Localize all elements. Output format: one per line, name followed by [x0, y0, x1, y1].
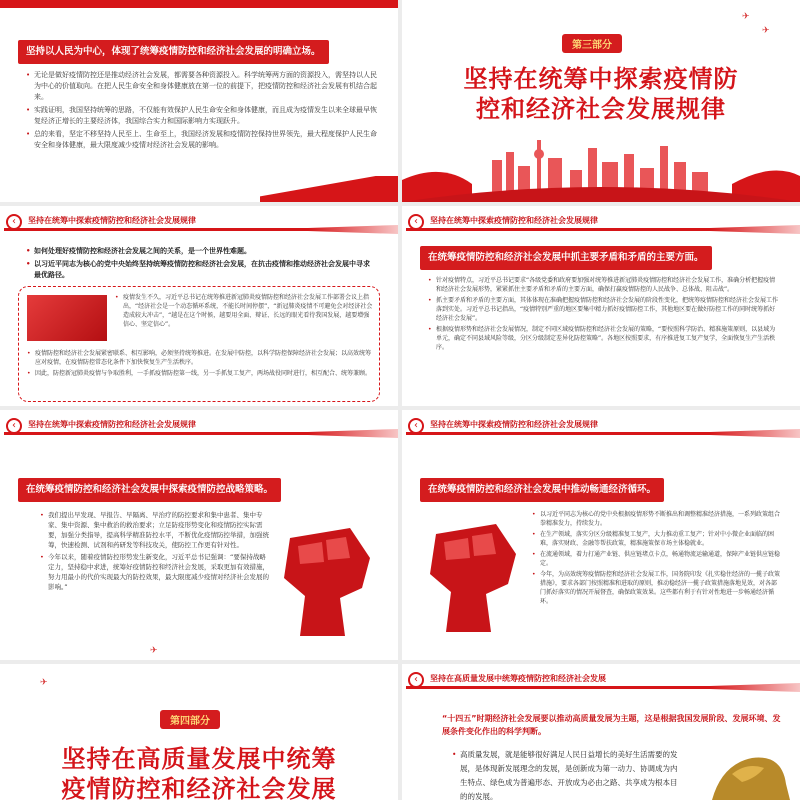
slide-3: [0, 206, 398, 406]
bird-icon: ✈: [742, 12, 750, 22]
bullet-list: [452, 748, 684, 800]
header-title: 坚持在统筹中探索疫情防控和经济社会发展规律: [430, 420, 598, 429]
box-item: • 疫情防控和经济社会发展紧密联系、相互影响，必须坚持统筹推进。在发展中防控，以科学防控保障经济社会发展；以高效统筹应对疫情，在疫情防控常态化条件下加快恢复生产生活秩序。: [27, 349, 373, 367]
header-title: 坚持在统筹中探索疫情防控和经济社会发展规律: [430, 216, 598, 225]
title-line: 坚持在统筹中探索疫情防: [463, 65, 739, 93]
bullet: • 实践证明，我国坚持统筹的思路，不仅能有效保护人民生命安全和身体健康，而且成为疫情发生以来全球最早恢复经济正增长的主要经济体，我国综合实力和国际影响力实现跃升。: [26, 105, 378, 127]
header-rule: [406, 686, 800, 689]
slide-4: [402, 206, 800, 406]
slide-header: [402, 206, 800, 236]
bird-icon: ✈: [150, 646, 158, 656]
bullet: • 在生产领域，落实分区分级精准复工复产，大力推动重工复产；针对中小微企业面临的困难，落实财政、金融等帮扶政策，精准施策保市场主体稳就业。: [532, 530, 782, 548]
header-rule: [406, 228, 800, 231]
box-text-top: [115, 293, 373, 331]
header-rule: [4, 432, 398, 435]
slide-header: [0, 410, 398, 440]
slide-7: [0, 664, 398, 800]
slide-6: [402, 410, 800, 660]
bullet: • 我们提出早发现、早报告、早隔离、早治疗的防控要求和集中患者、集中专家、集中资源、集中救治的救治要求；立足防疫形势变化和疫情防控实际需要，加强分类指导，提高科学精准防控水平，不断优化疫情防控举措，加强统筹，快速检测、试剂和药研发等科技攻关，使防控工作更有针对性。: [40, 510, 272, 550]
bullet: • 以习近平同志为核心的党中央根据疫情形势不断推出和调整精准经济措施，一系列政策组合拳精准发力，持续发力。: [532, 510, 782, 528]
bullet: • 根据疫情形势和经济社会发展情况，制定不同区域疫情防控和经济社会发展的策略，“要按照科学防治、精准施策原则，以县域为单元，确定不同县域风险等级，分区分级制定差异化防控策略”。各地区按照要求，有序推进复工复产复学，全面恢复生产生活秩序。: [428, 325, 778, 352]
title-line: 坚持在高质量发展中统筹: [61, 745, 337, 773]
box-text-bottom: [27, 349, 373, 380]
header-title: 坚持在统筹中探索疫情防控和经济社会发展规律: [28, 216, 196, 225]
bullet-list: [26, 70, 378, 153]
bullet: • 在流通领域，着力打通产业链、供应链堵点卡点，畅通物流运输通道，保障产业链供应链稳定。: [532, 550, 782, 568]
slide-title: [402, 64, 800, 124]
chevron-left-icon: ‹: [408, 418, 424, 434]
corner-wave: [260, 176, 398, 202]
city-skyline-illustration: [402, 132, 800, 202]
bullet: • 针对疫情特点，习近平总书记要求“各级党委和政府要加强对统筹推进新冠肺炎疫情防控和经济社会发展工作，准确分析把握疫情和经济社会发展形势，紧紧抓住主要矛盾和矛盾的主要方面，确保打赢疫情防控的人民战争、总体战、阻击战”。: [428, 276, 778, 294]
slide-2: [402, 0, 800, 202]
raised-fist-illustration: [270, 518, 380, 638]
slide-8: [402, 664, 800, 800]
banner: 在统筹疫情防控和经济社会发展中探索疫情防控战略策略。: [18, 478, 281, 502]
bullet: • 高质量发展，就是能够很好满足人民日益增长的美好生活需要的发展，是体现新发展理念的发展，是创新成为第一动力、协调成为内生特点、绿色成为普遍形态、开放成为必由之路、共享成为根本目的的发展。: [452, 748, 684, 800]
banner: 在统筹疫情防控和经济社会发展中抓主要矛盾和矛盾的主要方面。: [420, 246, 712, 270]
slide-1: [0, 0, 398, 202]
bullet-list: [532, 510, 782, 608]
chevron-left-icon: ‹: [6, 214, 22, 230]
chevron-left-icon: ‹: [408, 672, 424, 688]
chevron-left-icon: ‹: [6, 418, 22, 434]
photo-placeholder: [27, 295, 107, 341]
dashed-box: [18, 286, 380, 402]
header-rule: [4, 228, 398, 231]
bullet-list: [40, 510, 272, 594]
part-badge: 第四部分: [160, 710, 220, 729]
slide-header: [402, 664, 800, 694]
slide-header: [402, 410, 800, 440]
bird-icon: ✈: [40, 678, 48, 688]
banner: 在统筹疫情防控和经济社会发展中推动畅通经济循环。: [420, 478, 664, 502]
box-item: • 因此，防控新冠肺炎疫情与争取胜利，一手抓疫情防控第一线，另一手抓复工复产，两场战役同时进行，相互配合、统筹兼顾。: [27, 369, 373, 378]
bullet: • 今年，为高效统筹疫情防控和经济社会发展工作，国务院印发《扎实稳住经济的一揽子政策措施》，要求各部门按照精准和进取的原则，推动稳经济一揽子政策措施落地见效，对各部门抓好落实的情况开展督查，确保政策效果。这些都有利于有针对性地进一步畅通经济循环。: [532, 570, 782, 606]
lead-text: “十四五”时期经济社会发展要以推动高质量发展为主题，这是根据我国发展阶段、发展环境、发展条件变化作出的科学判断。: [442, 714, 781, 736]
top-strip: [0, 0, 398, 8]
raised-fist-illustration: [416, 514, 526, 634]
golden-statue-illustration: [702, 744, 792, 800]
slide-5: [0, 410, 398, 660]
bullet: • 无论是做好疫情防控还是推动经济社会发展，都需要各种资源投入。科学统筹两方面的资源投入，需坚持以人民为中心的价值取向。在把人民生命安全和身体健康放在第一位的前提下，把疫情防控和经济社会发展有机结合起来。: [26, 70, 378, 103]
bullet: • 今年以来，随着疫情防控形势发生新变化，习近平总书记强调：“要保持战略定力，坚持稳中求进，统筹好疫情防控和经济社会发展，采取更加有效措施，努力用最小的代价实现最大的防控效果，最大限度减少疫情对经济社会发展的影响。”: [40, 552, 272, 592]
bullet: • 总的来看，坚定不移坚持人民至上、生命至上，我国经济发展和疫情防控保持世界领先，最大程度保护人民生命安全和身体健康，最大限度减少疫情对经济社会发展的影响。: [26, 129, 378, 151]
bird-icon: ✈: [762, 26, 770, 36]
part-badge: 第三部分: [562, 34, 622, 53]
box-item: • 疫情发生不久，习近平总书记在统筹推进新冠肺炎疫情防控和经济社会发展工作部署会议上指出，“经济社会是一个动态循环系统，不能长时间停摆”，“新冠肺炎疫情不可避免会对经济社会造成较大冲击”，“越是在这个时候，越要用全面、辩证、长远的眼光看待我国发展，越要增强信心、坚定信心”。: [115, 293, 373, 329]
chevron-left-icon: ‹: [408, 214, 424, 230]
bullet: • 抓主要矛盾和矛盾的主要方面，其体体现在准确把握疫情防控和经济社会发展的阶段性变化，把统筹疫情防控和经济社会发展工作落到实处。习近平总书记指出，“疫情特别严重的地区要集中精力抓好疫情防控工作，其他地区要在做好防控工作的同时统筹抓好经济社会发展”。: [428, 296, 778, 323]
slide-header: [0, 206, 398, 236]
slide-title: [0, 744, 398, 800]
bullet-list: [428, 276, 778, 354]
banner: 坚持以人民为中心，体现了统筹疫情防控和经济社会发展的明确立场。: [18, 40, 329, 64]
title-line: 控和经济社会发展规律: [476, 95, 726, 123]
header-title: 坚持在统筹中探索疫情防控和经济社会发展规律: [28, 420, 196, 429]
title-line: 疫情防控和经济社会发展: [61, 775, 337, 800]
header-rule: [406, 432, 800, 435]
intro-item: • 如何处理好疫情防控和经济社会发展之间的关系，是一个世界性难题。: [26, 246, 376, 257]
intro-list: [26, 246, 376, 283]
header-title: 坚持在高质量发展中统筹疫情防控和经济社会发展: [430, 674, 606, 683]
intro-item: • 以习近平同志为核心的党中央始终坚持统筹疫情防控和经济社会发展，在抗击疫情和推动经济社会发展中寻求最优路径。: [26, 259, 376, 281]
